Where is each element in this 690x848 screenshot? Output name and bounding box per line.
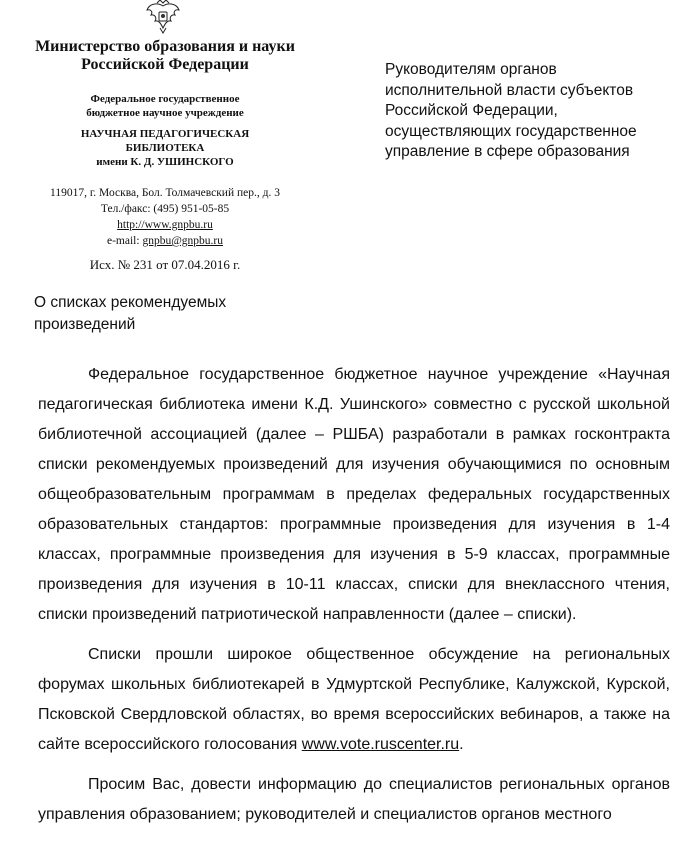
ministry-name [0, 38, 330, 74]
sender-contacts [0, 185, 330, 249]
library-name-line-3: имени К. Д. УШИНСКОГО [96, 156, 234, 168]
addressee-line-1: Руководителям органов [385, 61, 557, 78]
outgoing-reference: Исх. № 231 от 07.04.2016 г. [89, 257, 241, 272]
vote-site-link[interactable]: www.vote.ruscenter.ru [301, 736, 460, 753]
addressee-line-3: Российской Федерации, [385, 102, 558, 119]
russian-coat-of-arms-icon [143, 0, 183, 34]
addressee-block [385, 60, 637, 163]
letter-subject [34, 292, 226, 336]
letter-body [38, 360, 670, 840]
body-paragraph-2-end: . [459, 736, 464, 753]
institution-type-line-1: Федеральное государственное [90, 93, 240, 105]
sender-email-label: e-mail: [107, 235, 143, 247]
sender-website-link[interactable]: http://www.gnpbu.ru [117, 219, 213, 231]
body-paragraph-1: Федеральное государственное бюджетное научное учреждение «Научная педагогическая библиотека имени К.Д. Ушинского» совместно с русской школьной библиотечной ассоциацией (далее – РШБА) разработали в рамках госконтракта списки рекомендуемых произведений для изучения обучающимися по основным общеобразовательным программам в пределах федеральных государственных образовательных стандартов: программные произведения для изучения в 1-4 классах, программные произведения для изучения в 5-9 классах, программные произведения для изучения в 10-11 классах, списки для внеклассного чтения, списки произведений патриотической направленности (далее – списки). [38, 366, 670, 623]
library-name-line-1: НАУЧНАЯ ПЕДАГОГИЧЕСКАЯ [80, 128, 250, 140]
sender-email-link[interactable]: gnpbu@gnpbu.ru [142, 235, 223, 247]
addressee-line-5: управление в сфере образования [385, 143, 630, 160]
institution-type [0, 92, 330, 120]
ministry-line-1: Министерство образования и науки [35, 38, 295, 55]
ministry-line-2: Российской Федерации [81, 56, 249, 73]
subject-line-1: О списках рекомендуемых [34, 294, 227, 311]
body-paragraph-3: Просим Вас, довести информацию до специалистов региональных органов управления образованием; руководителей и специалистов органов местного [38, 776, 670, 823]
sender-address: 119017, г. Москва, Бол. Толмачевский пер., д. 3 [50, 187, 280, 199]
body-paragraph-2-text: Списки прошли широкое общественное обсуждение на региональных форумах школьных библиотекарей в Удмуртской Республике, Калужской, Курской, Псковской Свердловской областях, во время всероссийских вебинаров, а также на сайте всероссийского голосования [38, 646, 670, 753]
sender-phone: Тел./факс: (495) 951-05-85 [100, 203, 230, 215]
library-name [0, 127, 330, 169]
addressee-line-2: исполнительной власти субъектов [385, 81, 634, 99]
subject-line-2: произведений [34, 316, 136, 333]
addressee-line-4: осуществляющих государственное [385, 122, 637, 140]
library-name-line-2: БИБЛИОТЕКА [125, 142, 205, 154]
institution-type-line-2: бюджетное научное учреждение [86, 107, 244, 119]
body-paragraph-2 [38, 640, 670, 760]
